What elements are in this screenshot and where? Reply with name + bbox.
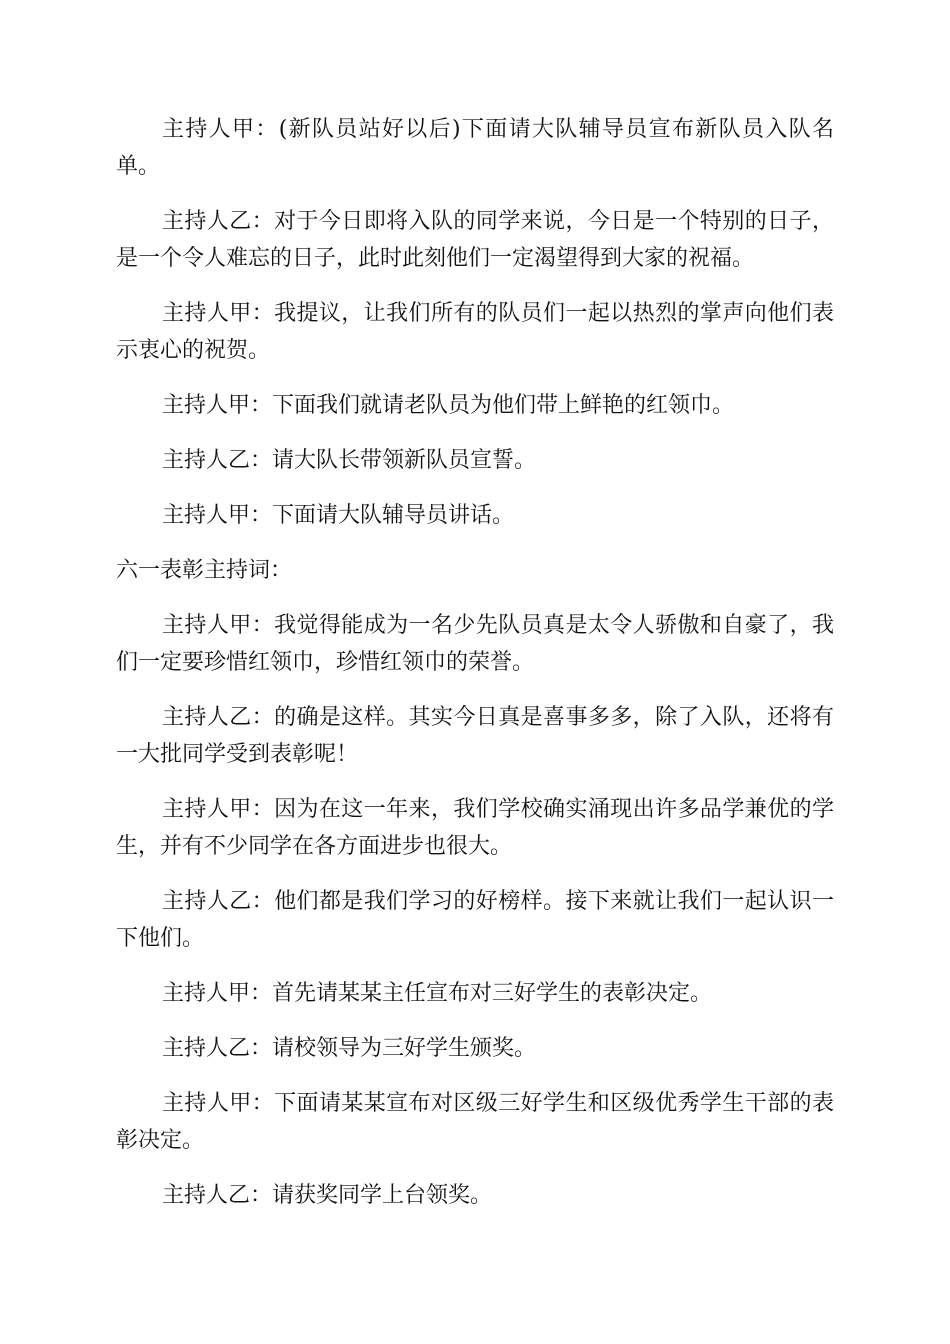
paragraph: 主持人乙：请大队长带领新队员宣誓。	[162, 448, 537, 473]
paragraph: 主持人甲：下面请某某宣布对区级三好学生和区级优秀学生干部的表彰决定。	[116, 1091, 834, 1153]
paragraph: 主持人乙：的确是这样。其实今日真是喜事多多，除了入队，还将有一大批同学受到表彰呢！	[116, 705, 834, 767]
paragraph: 主持人甲：(新队员站好以后)下面请大队辅导员宣布新队员入队名单。	[116, 117, 834, 179]
paragraph: 主持人甲：因为在这一年来，我们学校确实涌现出许多品学兼优的学生，并有不少同学在各方面进步也很大。	[116, 797, 834, 859]
paragraph: 主持人乙：请校领导为三好学生颁奖。	[162, 1036, 537, 1061]
section-heading: 六一表彰主持词：	[116, 558, 293, 583]
paragraph: 主持人乙：对于今日即将入队的同学来说，今日是一个特别的日子，是一个令人难忘的日子，此时此刻他们一定渴望得到大家的祝福。	[116, 209, 834, 271]
paragraph: 主持人甲：我觉得能成为一名少先队员真是太令人骄傲和自豪了，我们一定要珍惜红领巾，珍惜红领巾的荣誉。	[116, 613, 834, 675]
paragraph: 主持人甲：下面我们就请老队员为他们带上鲜艳的红领巾。	[162, 393, 735, 418]
paragraph: 主持人乙：他们都是我们学习的好榜样。接下来就让我们一起认识一下他们。	[116, 889, 834, 951]
paragraph: 主持人甲：我提议，让我们所有的队员们一起以热烈的掌声向他们表示衷心的祝贺。	[116, 301, 834, 363]
paragraph: 主持人乙：请获奖同学上台领奖。	[162, 1183, 493, 1208]
paragraph: 主持人甲：首先请某某主任宣布对三好学生的表彰决定。	[162, 981, 713, 1006]
document-body	[116, 111, 834, 1232]
paragraph: 主持人甲：下面请大队辅导员讲话。	[162, 503, 515, 528]
